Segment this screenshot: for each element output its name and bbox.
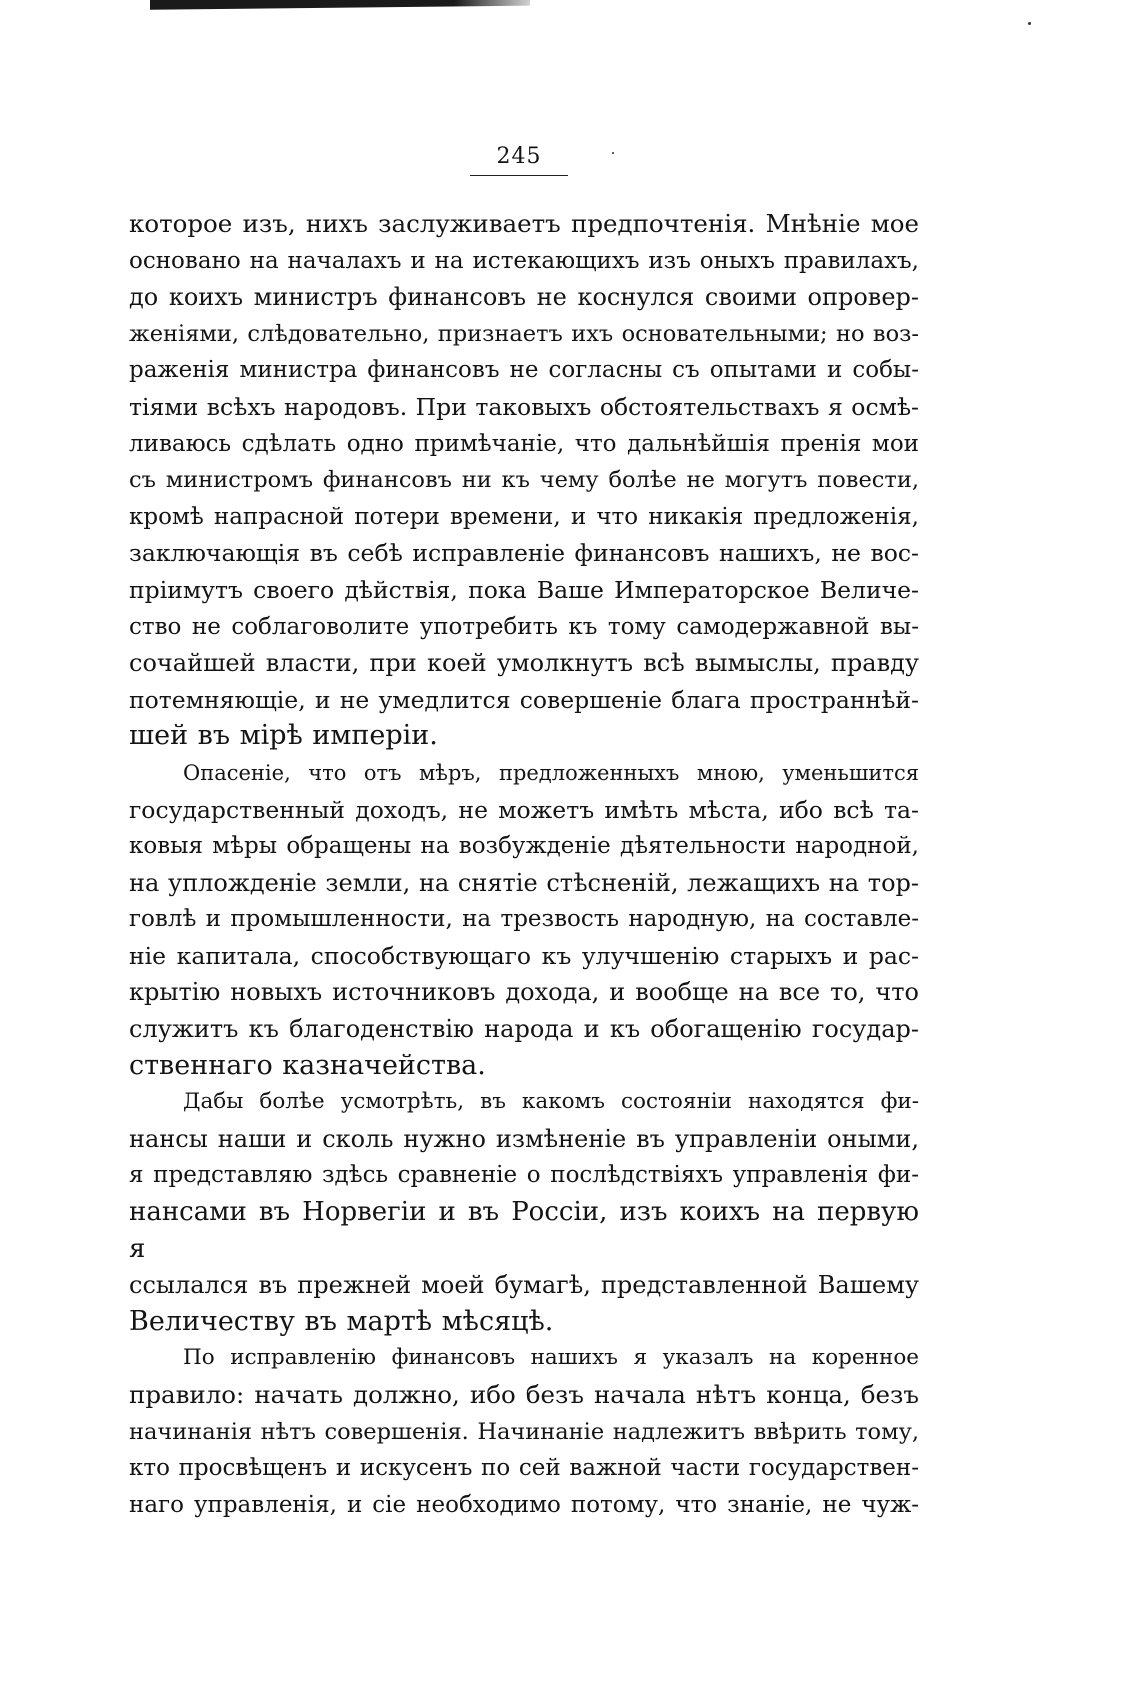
text-line: до коихъ министръ финансовъ не коснулся своими опровер- (129, 283, 919, 312)
text-line: государственный доходъ, не можетъ имѣть мѣста, ибо всѣ та- (129, 795, 919, 824)
text-line: ливаюсь сдѣлать одно примѣчаніе, что дальнѣйшія пренія мои (129, 430, 919, 457)
text-line: нансы наши и сколь нужно измѣненіе въ управленіи оными, (129, 1124, 919, 1153)
text-line: крытію новыхъ источниковъ дохода, и вообще на все то, что (129, 978, 919, 1007)
text-line: потемняющіе, и не умедлится совершеніе блага пространнѣй- (129, 685, 919, 714)
text-line: нансами въ Норвегіи и въ Россіи, изъ коихъ на первую я (129, 1197, 919, 1264)
scan-speck (1028, 22, 1031, 25)
paragraph (129, 1084, 919, 1340)
text-line: ство не соблаговолите употребить къ тому самодержавной вы- (129, 613, 919, 640)
page-body (129, 206, 919, 1523)
text-line: съ министромъ финансовъ ни къ чему болѣе не могутъ повести, (129, 467, 919, 494)
paragraph (129, 1340, 919, 1523)
text-line: ковыя мѣры обращены на возбужденіе дѣятельности народной, (129, 833, 919, 860)
text-line: я представляю здѣсь сравненіе о послѣдствіяхъ управленія фи- (129, 1162, 919, 1189)
page-number: 245 (470, 144, 568, 176)
scan-edge-smudge (150, 0, 530, 14)
scan-speck (612, 152, 614, 154)
text-line: Величеству въ мартѣ мѣсяцѣ. (129, 1305, 554, 1337)
text-line: тіями всѣхъ народовъ. При таковыхъ обстоятельствахъ я осмѣ- (129, 392, 919, 421)
text-line: Опасеніе, что отъ мѣръ, предложенныхъ мною, уменьшится (183, 760, 919, 785)
text-line: кто просвѣщенъ и искусенъ по сей важной части государствен- (129, 1455, 919, 1482)
paragraph (129, 206, 919, 755)
text-line: кромѣ напрасной потери времени, и что никакія предложенія, (129, 503, 919, 530)
text-line: По исправленію финансовъ нашихъ я указалъ на коренное (183, 1345, 919, 1371)
text-line: говлѣ и промышленности, на трезвость народную, на составле- (129, 906, 919, 933)
text-line: ственнаго казначейства. (129, 1049, 486, 1081)
text-line: ніе капитала, способствующаго къ улучшенію старыхъ и рас- (129, 941, 919, 970)
text-line: шей въ мірѣ имперіи. (129, 720, 438, 752)
paragraph (129, 755, 919, 1084)
text-line: Дабы болѣе усмотрѣть, въ какомъ состояніи находятся фи- (183, 1089, 919, 1115)
text-line: женіями, слѣдовательно, признаетъ ихъ основательными; но воз- (129, 320, 919, 347)
text-line: на упложденіе земли, на снятіе стѣсненій, лежащихъ на тор- (129, 868, 919, 897)
text-line: которое изъ, нихъ заслуживаетъ предпочтенія. Мнѣніе мое (129, 209, 919, 238)
text-line: пріимутъ своего дѣйствія, пока Ваше Императорское Величе- (129, 575, 919, 604)
text-line: основано на началахъ и на истекающихъ изъ оныхъ правилахъ, (129, 247, 919, 274)
text-line: заключающія въ себѣ исправленіе финансовъ нашихъ, не вос- (129, 539, 919, 568)
text-line: служитъ къ благоденствію народа и къ обогащенію государ- (129, 1015, 919, 1044)
text-line: начинанія нѣтъ совершенія. Начинаніе надлежитъ ввѣрить тому, (129, 1418, 919, 1445)
text-line: ссылался въ прежней моей бумагѣ, представленной Вашему (129, 1271, 919, 1300)
text-line: сочайшей власти, при коей умолкнутъ всѣ вымыслы, правду (129, 649, 919, 678)
text-line: правило: начать должно, ибо безъ начала нѣтъ конца, безъ (129, 1380, 919, 1409)
text-line: раженія министра финансовъ не согласны съ опытами и собы- (129, 357, 919, 384)
text-line: наго управленія, и сіе необходимо потому, что знаніе, не чуж- (129, 1491, 919, 1518)
